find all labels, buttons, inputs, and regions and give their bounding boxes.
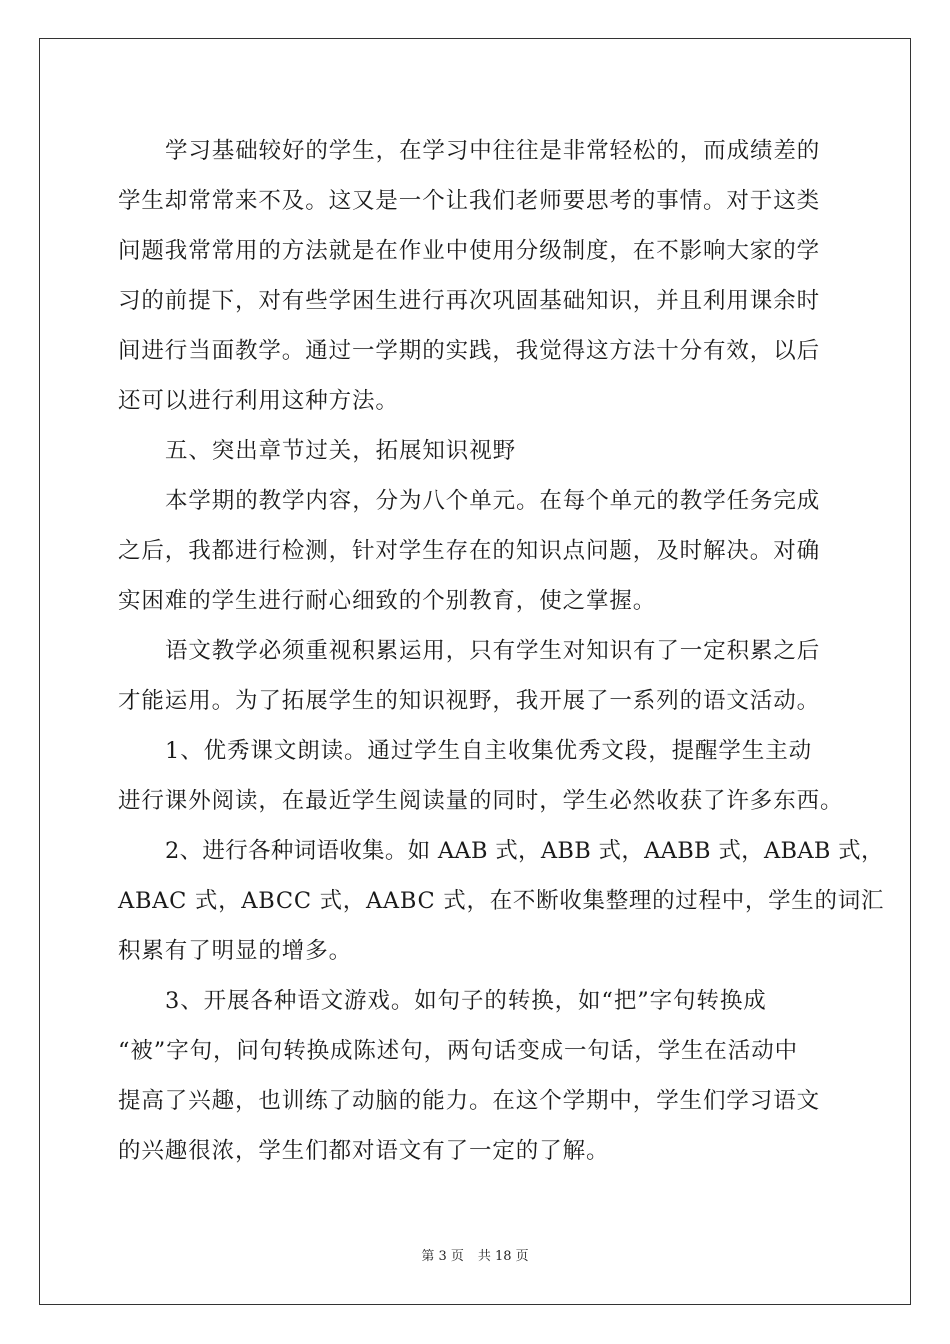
text-line: 间进行当面教学。通过一学期的实践，我觉得这方法十分有效，以后 — [118, 338, 821, 364]
page-number: 第 3 页 — [421, 1249, 464, 1264]
text-line: “被”字句，问句转换成陈述句，两句话变成一句话，学生在活动中 — [118, 1038, 799, 1064]
text-line: 之后，我都进行检测，针对学生存在的知识点问题，及时解决。对确 — [118, 538, 821, 564]
text-line: 1、优秀课文朗读。通过学生自主收集优秀文段，提醒学生主动 — [165, 738, 813, 764]
text-line: 实困难的学生进行耐心细致的个别教育，使之掌握。 — [118, 588, 657, 614]
page-footer — [0, 1249, 950, 1265]
text-line: 问题我常常用的方法就是在作业中使用分级制度，在不影响大家的学 — [118, 238, 821, 264]
text-line: 积累有了明显的增多。 — [118, 938, 353, 964]
text-line: 提高了兴趣，也训练了动脑的能力。在这个学期中，学生们学习语文 — [118, 1088, 821, 1114]
text-line: 语文教学必须重视积累运用，只有学生对知识有了一定积累之后 — [165, 638, 821, 664]
section-heading: 五、突出章节过关，拓展知识视野 — [165, 438, 517, 464]
text-line: 的兴趣很浓，学生们都对语文有了一定的了解。 — [118, 1138, 610, 1164]
text-line: 2、进行各种词语收集。如 AAB 式，ABB 式，AABB 式，ABAB 式， — [165, 838, 884, 864]
text-line: 学生却常常来不及。这又是一个让我们老师要思考的事情。对于这类 — [118, 188, 821, 214]
text-line: 本学期的教学内容，分为八个单元。在每个单元的教学任务完成 — [165, 488, 821, 514]
text-line: 还可以进行利用这种方法。 — [118, 388, 399, 414]
text-line: 才能运用。为了拓展学生的知识视野，我开展了一系列的语文活动。 — [118, 688, 821, 714]
text-line: 习的前提下，对有些学困生进行再次巩固基础知识，并且利用课余时 — [118, 288, 821, 314]
page-total: 共 18 页 — [477, 1249, 529, 1264]
text-line: ABAC 式，ABCC 式，AABC 式，在不断收集整理的过程中，学生的词汇 — [118, 888, 885, 914]
text-line: 3、开展各种语文游戏。如句子的转换，如“把”字句转换成 — [165, 988, 767, 1014]
text-line: 学习基础较好的学生，在学习中往往是非常轻松的，而成绩差的 — [165, 138, 821, 164]
text-line: 进行课外阅读，在最近学生阅读量的同时，学生必然收获了许多东西。 — [118, 788, 844, 814]
